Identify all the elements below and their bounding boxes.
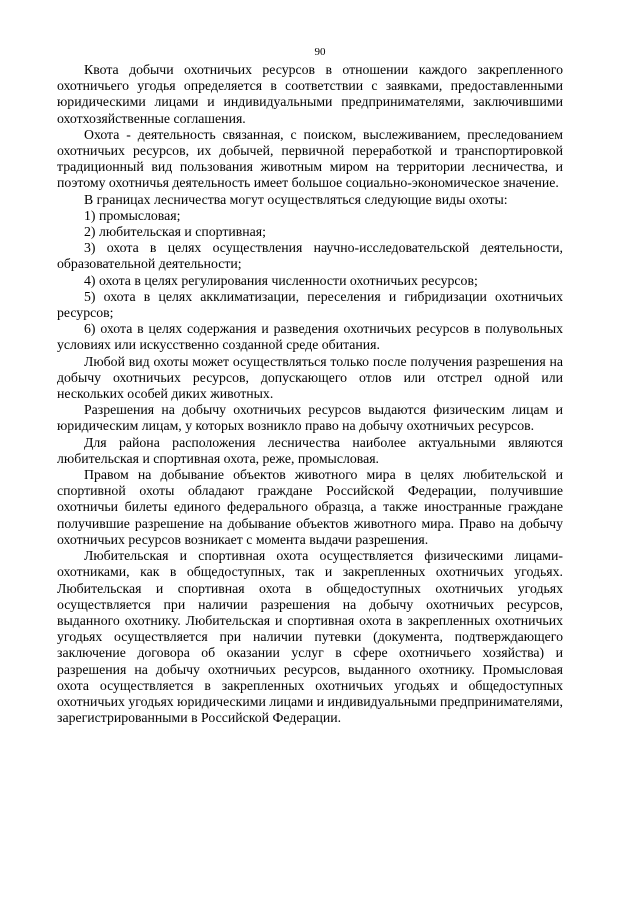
- list-item-hunting-type-5: 5) охота в целях акклиматизации, переселения и гибридизации охотничьих ресурсов;: [57, 288, 563, 321]
- document-body: [57, 62, 563, 726]
- paragraph-permit-issuance: Разрешения на добычу охотничьих ресурсов выдаются физическим лицам и юридическим лицам, у которых возникло право на добычу охотничьих ресурсов.: [57, 402, 563, 434]
- list-item-hunting-type-3: 3) охота в целях осуществления научно-исследовательской деятельности, образовательной деятельности;: [57, 240, 563, 272]
- paragraph-hunting-types-intro: В границах лесничества могут осуществляться следующие виды охоты:: [84, 191, 508, 207]
- list-item-hunting-type-6: 6) охота в целях содержания и разведения охотничьих ресурсов в полувольных условиях или искусственно созданной среде обитания.: [57, 321, 563, 353]
- paragraph-amateur-sport-hunting: Любительская и спортивная охота осуществляется физическими лицами-охотниками, как в общедоступных, так и закрепленных охотничьих угодьях. Любительская и спортивная охота в общедоступных охотничьих угодьях осуществляется при наличии разрешения на добычу охотничьих ресурсов, выданного охотнику. Любительская и спортивная охота в закрепленных охотничьих угодьях осуществляется при наличии путевки (документа, подтверждающего заключение договора об оказании услуг в сфере охотничьего хозяйства) и разрешения на добычу охотничьих ресурсов, выданного охотнику. Промысловая охота осуществляется в закрепленных охотничьих угодьях и общедоступных охотничьих угодьях юридическими лицами и индивидуальными предпринимателями, зарегистрированными в Российской Федерации.: [57, 548, 563, 726]
- list-item-hunting-type-2: 2) любительская и спортивная;: [84, 224, 266, 240]
- list-item-hunting-type-1: 1) промысловая;: [84, 207, 181, 223]
- paragraph-hunting-definition: Охота - деятельность связанная, с поиском, выслеживанием, преследованием охотничьих ресурсов, их добычей, первичной переработкой и транспортировкой традиционный вид пользования животным миром на территории лесничества, и поэтому охотничья деятельность имеет большое социально-экономическое значение.: [57, 126, 563, 191]
- list-item-hunting-type-4: 4) охота в целях регулирования численности охотничьих ресурсов;: [84, 272, 478, 288]
- paragraph-right-to-hunt: Правом на добывание объектов животного мира в целях любительской и спортивной охоты обладают граждане Российской Федерации, получившие охотничьи билеты единого федерального образца, а также иностранные граждане получившие разрешение на добывание объектов животного мира. Право на добычу охотничьих ресурсов возникает с момента выдачи разрешения.: [57, 467, 563, 547]
- paragraph-permit-required: Любой вид охоты может осуществляться только после получения разрешения на добычу охотничьих ресурсов, допускающего отлов или отстрел одной или нескольких особей диких животных.: [57, 353, 563, 402]
- page-number: 90: [314, 46, 326, 58]
- paragraph-relevant-types: Для района расположения лесничества наиболее актуальными являются любительская и спортивная охота, реже, промысловая.: [57, 434, 563, 466]
- paragraph-quota: Квота добычи охотничьих ресурсов в отношении каждого закрепленного охотничьего угодья определяется в соответствии с заявками, предоставленными юридическими лицами и индивидуальными предпринимателями, заключившими охотхозяйственные соглашения.: [57, 62, 563, 126]
